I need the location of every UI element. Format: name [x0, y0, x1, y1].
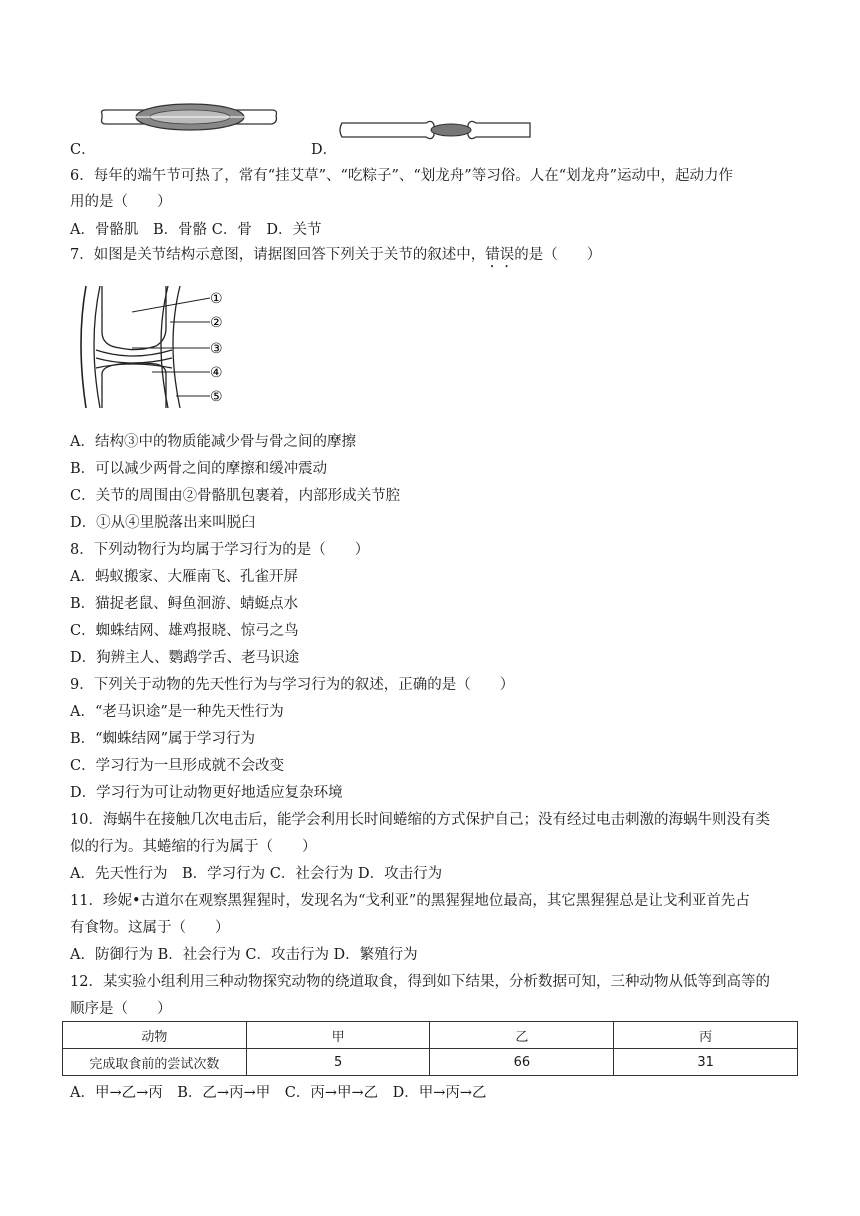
q12-stem-line2: 顺序是（ ） [70, 1001, 172, 1017]
q6-options: A．骨骼肌 B．骨骼 C．骨 D．关节 [70, 222, 322, 238]
q7-stem-emphasis: 错误 [485, 247, 515, 263]
figure-option-c [98, 96, 280, 140]
q9-option-a: A．“老马识途”是一种先天性行为 [70, 704, 284, 720]
q7-option-a: A．结构③中的物质能减少骨与骨之间的摩擦 [70, 434, 356, 450]
joint-label-3: ③ [210, 341, 223, 357]
q8-stem: 8．下列动物行为均属于学习行为的是（ ） [70, 542, 370, 558]
joint-diagram [72, 282, 237, 412]
q7-stem-after: 的是（ ） [514, 247, 602, 263]
table-header-cell: 乙 [430, 1022, 614, 1049]
q12-stem-line1: 12．某实验小组利用三种动物探究动物的绕道取食，得到如下结果，分析数据可知，三种动物从低等到高等的 [70, 974, 770, 990]
joint-label-1: ① [210, 291, 223, 307]
table-header-cell: 甲 [246, 1022, 430, 1049]
q11-stem-line1: 11．珍妮•古道尔在观察黑猩猩时，发现名为“戈利亚”的黑猩猩地位最高，其它黑猩猩总是让戈利亚首先占 [70, 893, 750, 909]
q7-option-b: B．可以减少两骨之间的摩擦和缓冲震动 [70, 461, 328, 477]
q9-option-d: D．学习行为可让动物更好地适应复杂环境 [70, 785, 343, 801]
q8-option-d: D．狗辨主人、鹦鹉学舌、老马识途 [70, 650, 300, 666]
q9-option-c: C．学习行为一旦形成就不会改变 [70, 758, 285, 774]
table-row-label: 完成取食前的尝试次数 [63, 1049, 247, 1076]
table-row [63, 1049, 798, 1076]
table-header-cell: 丙 [614, 1022, 798, 1049]
table-cell: 5 [246, 1049, 430, 1076]
q11-stem-line2: 有食物。这属于（ ） [70, 920, 230, 936]
table-header-cell: 动物 [63, 1022, 247, 1049]
q6-stem-line1: 6．每年的端午节可热了，常有“挂艾草”、“吃粽子”、“划龙舟”等习俗。人在“划龙舟”运动中，起动力作 [70, 168, 734, 184]
q8-option-b: B．猫捉老鼠、鲟鱼洄游、蜻蜓点水 [70, 596, 299, 612]
q10-options: A．先天性行为 B．学习行为 C．社会行为 D．攻击行为 [70, 866, 443, 882]
q9-stem: 9．下列关于动物的先天性行为与学习行为的叙述，正确的是（ ） [70, 677, 515, 693]
q10-stem-line2: 似的行为。其蜷缩的行为属于（ ） [70, 839, 317, 855]
joint-label-5: ⑤ [210, 389, 223, 405]
q8-option-a: A．蚂蚁搬家、大雁南飞、孔雀开屏 [70, 569, 298, 585]
q12-results-table [62, 1021, 798, 1076]
q7-option-d: D．①从④里脱落出来叫脱臼 [70, 515, 256, 531]
table-header-row [63, 1022, 798, 1049]
q7-stem [70, 245, 800, 271]
q8-option-c: C．蜘蛛结网、雄鸡报晓、惊弓之鸟 [70, 623, 299, 639]
table-cell: 31 [614, 1049, 798, 1076]
q9-option-b: B．“蜘蛛结网”属于学习行为 [70, 731, 255, 747]
q7-option-c: C．关节的周围由②骨骼肌包裹着，内部形成关节腔 [70, 488, 401, 504]
table-cell: 66 [430, 1049, 614, 1076]
option-d-label: D． [311, 142, 338, 158]
q6-stem-line2: 用的是（ ） [70, 194, 172, 210]
q10-stem-line1: 10．海蜗牛在接触几次电击后，能学会利用长时间蜷缩的方式保护自己；没有经过电击刺激的海蜗牛则没有类 [70, 812, 770, 828]
joint-label-2: ② [210, 315, 223, 331]
option-c-label: C． [70, 142, 96, 158]
q11-options: A．防御行为 B．社会行为 C．攻击行为 D．繁殖行为 [70, 947, 418, 963]
q12-options: A．甲→乙→丙 B．乙→丙→甲 C．丙→甲→乙 D．甲→丙→乙 [70, 1085, 487, 1101]
q7-stem-before: 7．如图是关节结构示意图，请据图回答下列关于关节的叙述中， [70, 247, 486, 263]
joint-label-4: ④ [210, 365, 223, 381]
